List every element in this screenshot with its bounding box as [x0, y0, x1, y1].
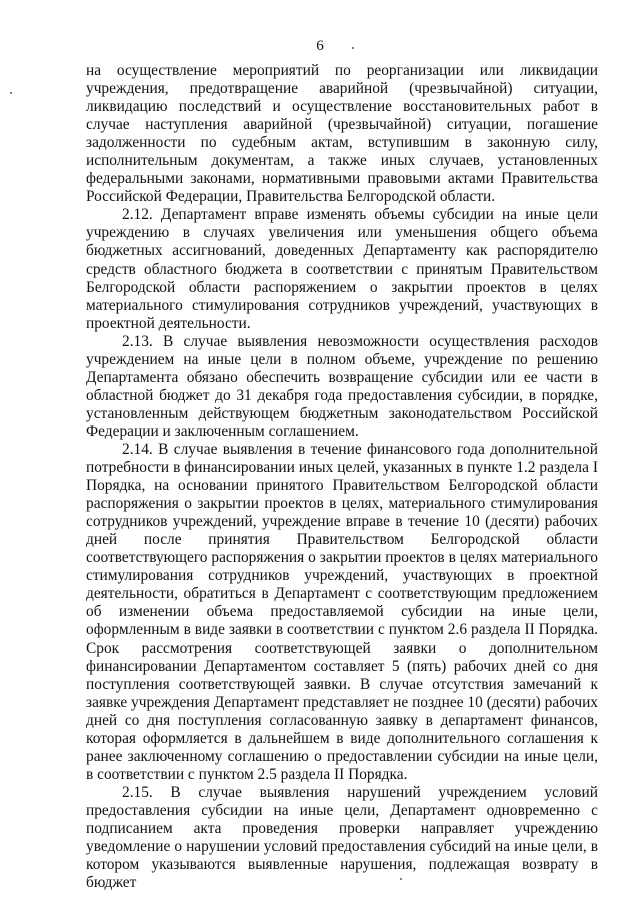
scan-speck	[352, 47, 354, 49]
paragraph-clause-2-12: 2.12. Департамент вправе изменять объемы субсидии на иные цели учреждению в случаях увеличения или уменьшения общего объема бюджетных ассигнований, доведенных Департаменту как распорядителю средств областного бюджета в соответствии с принятым Правительством Белгородской области распоряжением о закрытии проектов в целях материального стимулирования сотрудников учреждений, участвующих в проектной деятельности.	[86, 206, 598, 332]
scan-speck	[400, 878, 402, 880]
paragraph-continuation: на осуществление мероприятий по реорганизации или ликвидации учреждения, предотвращение аварийной (чрезвычайной) ситуации, ликвидацию последствий и осуществление восстановительных работ в случае наступления аварийной (чрезвычайной) ситуации, погашение задолженности по судебным актам, вступившим в законную силу, исполнительным документам, а также иных случаев, установленных федеральными законами, нормативными правовыми актами Правительства Российской Федерации, Правительства Белгородской области.	[86, 62, 598, 206]
paragraph-clause-2-15: 2.15. В случае выявления нарушений учреждением условий предоставления субсидии на иные цели, Департамент одновременно с подписанием акта проведения проверки направляет учреждению уведомление о нарушении условий предоставления субсидий на иные цели, в котором указываются выявленные нарушения, подлежащая возврату в бюджет	[86, 783, 598, 892]
document-body	[86, 62, 598, 892]
paragraph-clause-2-13: 2.13. В случае выявления невозможности осуществления расходов учреждением на иные цели в полном объеме, учреждение по решению Департамента обязано обеспечить возвращение субсидии или ее части в областной бюджет до 31 декабря года предоставления субсидии, в порядке, установленным действующем бюджетным законодательством Российской Федерации и заключенным соглашением.	[86, 332, 598, 440]
page-number: 6	[316, 38, 324, 54]
paragraph-clause-2-14: 2.14. В случае выявления в течение финансового года дополнительной потребности в финансировании иных целей, указанных в пункте 1.2 раздела I Порядка, на основании принятого Правительством Белгородской области распоряжения о закрытии проектов в целях, материального стимулирования сотрудников учреждений, учреждение вправе в течение 10 (десяти) рабочих дней после принятия Правительством Белгородской области соответствующего распоряжения о закрытии проектов в целях материального стимулирования сотрудников учреждений, участвующих в проектной деятельности, обратиться в Департамент с соответствующим предложением об изменении объема предоставляемой субсидии на иные цели, оформленным в виде заявки в соответствии с пунктом 2.6 раздела II Порядка. Срок рассмотрения соответствующей заявки о дополнительном финансировании Департаментом составляет 5 (пять) рабочих дней со дня поступления соответствующей заявки. В случае отсутствия замечаний к заявке учреждения Департамент представляет не позднее 10 (десяти) рабочих дней со дня поступления согласованную заявку в департамент финансов, которая оформляется в дальнейшем в виде дополнительного соглашения к ранее заключенному соглашению о предоставлении субсидии на иные цели, в соответствии с пунктом 2.5 раздела II Порядка.	[86, 440, 598, 783]
scan-speck	[10, 92, 12, 94]
